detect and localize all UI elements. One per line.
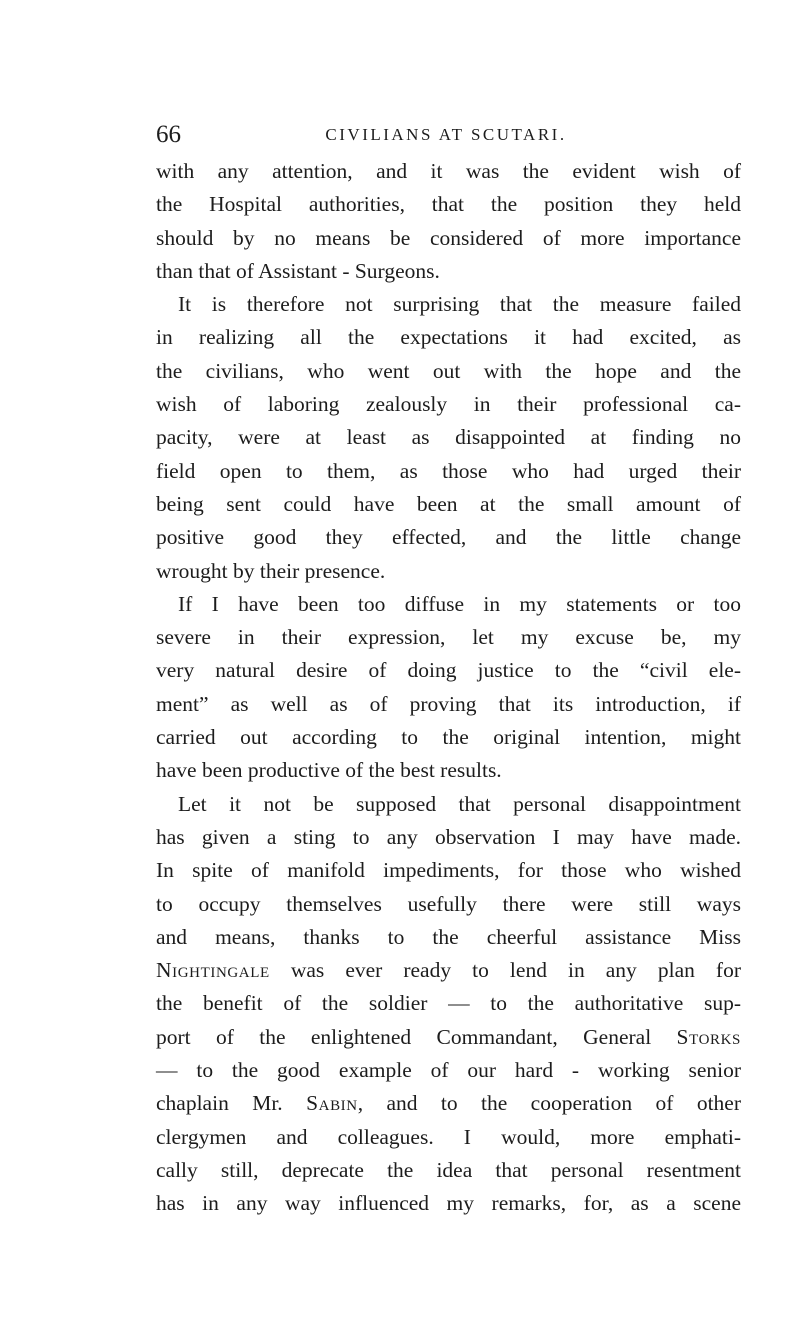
text-line: — to the good example of our hard - working senior — [156, 1058, 741, 1083]
text-line: and means, thanks to the cheerful assistance Miss — [156, 924, 741, 949]
small-caps-name: Storks — [676, 1024, 741, 1049]
text-line: has in any way influenced my remarks, for, as a scene — [156, 1191, 741, 1216]
text-line — [156, 1087, 741, 1120]
text-line: In spite of manifold impediments, for those who wished — [156, 858, 741, 883]
small-caps-name: Nightingale — [156, 958, 270, 983]
text-segment: port of the enlightened Commandant, General — [156, 1024, 677, 1049]
text-line: being sent could have been at the small amount of — [156, 491, 741, 516]
text-line: the benefit of the soldier — to the authoritative sup- — [156, 991, 741, 1016]
text-line: ment” as well as of proving that its introduction, if — [156, 691, 741, 716]
text-line: It is therefore not surprising that the measure failed — [178, 292, 741, 317]
text-line: with any attention, and it was the evident wish of — [156, 159, 741, 183]
text-line: If I have been too diffuse in my statements or too — [178, 591, 741, 616]
page-number: 66 — [156, 121, 181, 148]
running-title: CIVILIANS AT SCUTARI. — [325, 125, 567, 144]
text-line: carried out according to the original intention, might — [156, 725, 741, 750]
body-text — [156, 155, 741, 1221]
text-line: clergymen and colleagues. I would, more emphati- — [156, 1124, 741, 1149]
text-segment: was ever ready to lend in any plan for — [269, 958, 741, 983]
text-line: than that of Assistant - Surgeons. — [156, 258, 440, 283]
page-header — [156, 118, 736, 152]
text-line: Let it not be supposed that personal disappointment — [178, 791, 741, 816]
text-line: the Hospital authorities, that the position they held — [156, 192, 741, 217]
text-line: the civilians, who went out with the hope and the — [156, 358, 741, 383]
text-line: wrought by their presence. — [156, 558, 386, 583]
text-line: has given a sting to any observation I may have made. — [156, 824, 741, 849]
text-line: severe in their expression, let my excuse be, my — [156, 625, 741, 650]
text-line — [156, 1021, 741, 1054]
text-line: positive good they effected, and the little change — [156, 525, 741, 550]
text-segment: chaplain Mr. — [156, 1091, 307, 1116]
text-line: in realizing all the expectations it had excited, as — [156, 325, 741, 350]
text-line: cally still, deprecate the idea that personal resentment — [156, 1157, 741, 1182]
small-caps-name: Sabin — [306, 1091, 358, 1116]
text-line: wish of laboring zealously in their professional ca- — [156, 392, 741, 417]
text-line: field open to them, as those who had urged their — [156, 458, 741, 483]
text-line: pacity, were at least as disappointed at finding no — [156, 425, 741, 450]
text-line: have been productive of the best results. — [156, 758, 502, 783]
text-line: should by no means be considered of more importance — [156, 225, 741, 250]
text-line: to occupy themselves usefully there were still ways — [156, 891, 741, 916]
text-line: very natural desire of doing justice to the “civil ele- — [156, 658, 741, 683]
text-line — [156, 954, 741, 987]
text-segment: , and to the cooperation of other — [357, 1091, 742, 1116]
